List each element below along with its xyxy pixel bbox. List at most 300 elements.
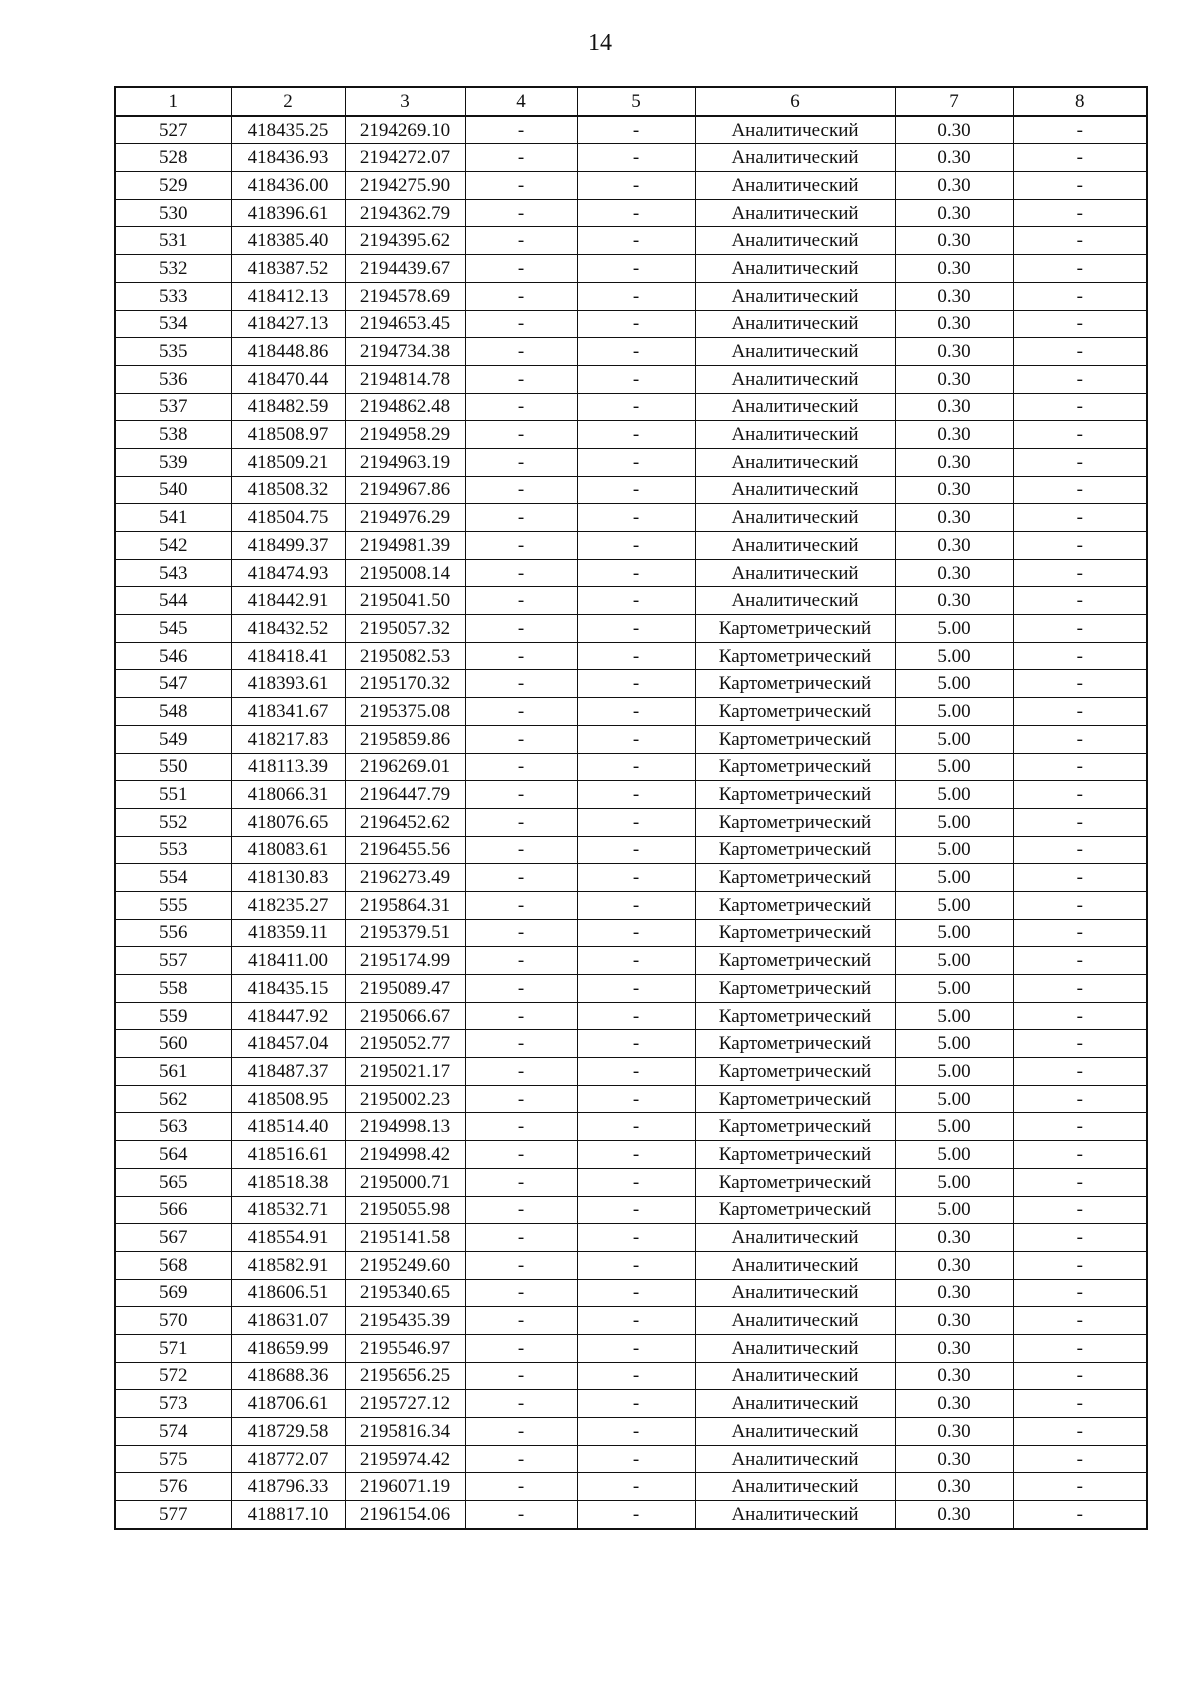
table-cell-col-7: 5.00 [895, 836, 1013, 864]
table-cell-col-2: 418076.65 [231, 808, 345, 836]
table-cell-col-2: 418393.61 [231, 670, 345, 698]
table-cell-col-7: 5.00 [895, 919, 1013, 947]
table-cell-col-7: 0.30 [895, 504, 1013, 532]
table-cell-col-3: 2194967.86 [345, 476, 465, 504]
table-row [115, 227, 1147, 255]
table-cell-col-2: 418066.31 [231, 781, 345, 809]
table-cell-col-5: - [577, 199, 695, 227]
table-cell-col-3: 2194998.42 [345, 1141, 465, 1169]
table-cell-col-3: 2196452.62 [345, 808, 465, 836]
table-row [115, 808, 1147, 836]
table-cell-col-3: 2195089.47 [345, 975, 465, 1003]
table-cell-col-2: 418436.93 [231, 144, 345, 172]
table-row [115, 836, 1147, 864]
table-cell-col-6: Картометрический [695, 1058, 895, 1086]
table-cell-col-6: Аналитический [695, 504, 895, 532]
table-cell-col-8: - [1013, 1362, 1147, 1390]
table-cell-col-8: - [1013, 255, 1147, 283]
table-cell-col-2: 418514.40 [231, 1113, 345, 1141]
table-cell-col-4: - [465, 891, 577, 919]
table-cell-col-6: Аналитический [695, 1418, 895, 1446]
table-cell-col-8: - [1013, 587, 1147, 615]
table-cell-col-7: 5.00 [895, 1058, 1013, 1086]
table-cell-col-7: 5.00 [895, 698, 1013, 726]
table-cell-col-4: - [465, 1168, 577, 1196]
table-cell-col-5: - [577, 338, 695, 366]
table-cell-col-4: - [465, 393, 577, 421]
table-cell-col-4: - [465, 1390, 577, 1418]
table-cell-col-6: Аналитический [695, 448, 895, 476]
column-header-6: 6 [695, 87, 895, 116]
table-cell-col-5: - [577, 255, 695, 283]
table-cell-col-7: 0.30 [895, 310, 1013, 338]
table-cell-col-3: 2195052.77 [345, 1030, 465, 1058]
table-cell-col-6: Картометрический [695, 725, 895, 753]
table-cell-col-7: 5.00 [895, 975, 1013, 1003]
table-row [115, 1002, 1147, 1030]
table-row [115, 1334, 1147, 1362]
table-cell-col-5: - [577, 448, 695, 476]
table-row [115, 919, 1147, 947]
table-cell-col-3: 2194981.39 [345, 532, 465, 560]
table-cell-col-8: - [1013, 1141, 1147, 1169]
table-cell-col-5: - [577, 1085, 695, 1113]
table-row [115, 532, 1147, 560]
table-cell-col-6: Аналитический [695, 255, 895, 283]
table-cell-col-4: - [465, 227, 577, 255]
table-row [115, 559, 1147, 587]
table-cell-col-3: 2194272.07 [345, 144, 465, 172]
table-cell-col-4: - [465, 781, 577, 809]
table-cell-col-3: 2196455.56 [345, 836, 465, 864]
table-cell-col-1: 574 [115, 1418, 231, 1446]
table-cell-col-3: 2194862.48 [345, 393, 465, 421]
table-cell-col-7: 0.30 [895, 1362, 1013, 1390]
table-row [115, 587, 1147, 615]
table-cell-col-1: 534 [115, 310, 231, 338]
table-cell-col-3: 2195082.53 [345, 642, 465, 670]
table-cell-col-8: - [1013, 1196, 1147, 1224]
table-cell-col-1: 559 [115, 1002, 231, 1030]
table-cell-col-6: Картометрический [695, 670, 895, 698]
table-cell-col-8: - [1013, 1113, 1147, 1141]
table-cell-col-1: 544 [115, 587, 231, 615]
table-cell-col-2: 418412.13 [231, 282, 345, 310]
table-cell-col-4: - [465, 725, 577, 753]
table-cell-col-5: - [577, 891, 695, 919]
table-cell-col-8: - [1013, 725, 1147, 753]
coordinates-table [114, 86, 1148, 1530]
table-cell-col-4: - [465, 255, 577, 283]
table-cell-col-2: 418235.27 [231, 891, 345, 919]
table-cell-col-1: 568 [115, 1251, 231, 1279]
table-cell-col-7: 0.30 [895, 255, 1013, 283]
table-cell-col-4: - [465, 282, 577, 310]
table-cell-col-7: 0.30 [895, 365, 1013, 393]
table-cell-col-6: Аналитический [695, 1224, 895, 1252]
table-cell-col-7: 0.30 [895, 172, 1013, 200]
table-cell-col-3: 2195864.31 [345, 891, 465, 919]
table-cell-col-2: 418509.21 [231, 448, 345, 476]
table-cell-col-6: Аналитический [695, 1307, 895, 1335]
table-cell-col-1: 562 [115, 1085, 231, 1113]
table-cell-col-1: 538 [115, 421, 231, 449]
table-cell-col-6: Картометрический [695, 1030, 895, 1058]
table-cell-col-7: 5.00 [895, 615, 1013, 643]
table-cell-col-2: 418359.11 [231, 919, 345, 947]
table-cell-col-3: 2195546.97 [345, 1334, 465, 1362]
table-cell-col-2: 418518.38 [231, 1168, 345, 1196]
table-cell-col-7: 0.30 [895, 1501, 1013, 1529]
table-cell-col-2: 418385.40 [231, 227, 345, 255]
column-header-2: 2 [231, 87, 345, 116]
table-cell-col-5: - [577, 1251, 695, 1279]
table-cell-col-3: 2194976.29 [345, 504, 465, 532]
table-cell-col-7: 0.30 [895, 532, 1013, 560]
table-cell-col-1: 567 [115, 1224, 231, 1252]
table-cell-col-7: 0.30 [895, 1251, 1013, 1279]
table-cell-col-1: 556 [115, 919, 231, 947]
table-cell-col-6: Аналитический [695, 338, 895, 366]
table-cell-col-8: - [1013, 1251, 1147, 1279]
table-cell-col-2: 418482.59 [231, 393, 345, 421]
table-cell-col-3: 2195435.39 [345, 1307, 465, 1335]
table-cell-col-6: Картометрический [695, 1196, 895, 1224]
table-cell-col-6: Картометрический [695, 1085, 895, 1113]
table-cell-col-1: 553 [115, 836, 231, 864]
table-cell-col-8: - [1013, 282, 1147, 310]
table-cell-col-7: 0.30 [895, 587, 1013, 615]
table-cell-col-8: - [1013, 476, 1147, 504]
table-cell-col-4: - [465, 1418, 577, 1446]
table-cell-col-5: - [577, 753, 695, 781]
table-cell-col-4: - [465, 1141, 577, 1169]
table-cell-col-1: 576 [115, 1473, 231, 1501]
table-cell-col-1: 550 [115, 753, 231, 781]
table-cell-col-6: Картометрический [695, 919, 895, 947]
table-cell-col-1: 536 [115, 365, 231, 393]
table-cell-col-8: - [1013, 1224, 1147, 1252]
table-cell-col-4: - [465, 1085, 577, 1113]
table-cell-col-6: Аналитический [695, 282, 895, 310]
table-row [115, 1168, 1147, 1196]
table-cell-col-6: Аналитический [695, 1390, 895, 1418]
table-cell-col-1: 575 [115, 1445, 231, 1473]
table-cell-col-5: - [577, 532, 695, 560]
table-cell-col-2: 418772.07 [231, 1445, 345, 1473]
table-cell-col-8: - [1013, 975, 1147, 1003]
table-cell-col-4: - [465, 476, 577, 504]
table-cell-col-6: Аналитический [695, 476, 895, 504]
table-cell-col-4: - [465, 1002, 577, 1030]
table-cell-col-7: 0.30 [895, 199, 1013, 227]
table-cell-col-5: - [577, 310, 695, 338]
table-cell-col-7: 5.00 [895, 1196, 1013, 1224]
table-cell-col-2: 418130.83 [231, 864, 345, 892]
table-cell-col-5: - [577, 670, 695, 698]
table-cell-col-2: 418427.13 [231, 310, 345, 338]
table-cell-col-1: 546 [115, 642, 231, 670]
table-cell-col-2: 418729.58 [231, 1418, 345, 1446]
table-cell-col-1: 535 [115, 338, 231, 366]
table-cell-col-3: 2195375.08 [345, 698, 465, 726]
table-cell-col-1: 561 [115, 1058, 231, 1086]
table-cell-col-6: Аналитический [695, 532, 895, 560]
table-cell-col-8: - [1013, 1085, 1147, 1113]
table-cell-col-2: 418457.04 [231, 1030, 345, 1058]
table-cell-col-5: - [577, 144, 695, 172]
table-cell-col-8: - [1013, 1390, 1147, 1418]
table-cell-col-2: 418083.61 [231, 836, 345, 864]
table-row [115, 1113, 1147, 1141]
table-cell-col-5: - [577, 808, 695, 836]
table-row [115, 1418, 1147, 1446]
table-cell-col-1: 528 [115, 144, 231, 172]
table-cell-col-4: - [465, 532, 577, 560]
table-cell-col-5: - [577, 172, 695, 200]
table-cell-col-4: - [465, 615, 577, 643]
table-cell-col-5: - [577, 725, 695, 753]
table-cell-col-7: 0.30 [895, 338, 1013, 366]
table-cell-col-2: 418516.61 [231, 1141, 345, 1169]
table-header-row [115, 87, 1147, 116]
table-cell-col-3: 2195727.12 [345, 1390, 465, 1418]
table-cell-col-6: Аналитический [695, 1445, 895, 1473]
table-cell-col-1: 564 [115, 1141, 231, 1169]
table-cell-col-8: - [1013, 1002, 1147, 1030]
table-cell-col-7: 0.30 [895, 1473, 1013, 1501]
table-cell-col-7: 5.00 [895, 1168, 1013, 1196]
table-row [115, 753, 1147, 781]
table-cell-col-8: - [1013, 615, 1147, 643]
table-cell-col-7: 5.00 [895, 808, 1013, 836]
table-cell-col-5: - [577, 781, 695, 809]
table-cell-col-5: - [577, 559, 695, 587]
table-cell-col-3: 2195340.65 [345, 1279, 465, 1307]
table-cell-col-2: 418508.95 [231, 1085, 345, 1113]
table-cell-col-3: 2194269.10 [345, 116, 465, 144]
table-cell-col-6: Аналитический [695, 1279, 895, 1307]
table-row [115, 144, 1147, 172]
table-cell-col-8: - [1013, 310, 1147, 338]
table-cell-col-2: 418436.00 [231, 172, 345, 200]
page-number: 14 [588, 30, 612, 56]
table-cell-col-8: - [1013, 753, 1147, 781]
table-cell-col-5: - [577, 698, 695, 726]
table-cell-col-3: 2195055.98 [345, 1196, 465, 1224]
table-cell-col-4: - [465, 1224, 577, 1252]
table-cell-col-5: - [577, 587, 695, 615]
table-cell-col-8: - [1013, 172, 1147, 200]
table-cell-col-2: 418442.91 [231, 587, 345, 615]
table-row [115, 172, 1147, 200]
table-cell-col-5: - [577, 1030, 695, 1058]
table-body [115, 116, 1147, 1529]
table-cell-col-4: - [465, 1334, 577, 1362]
table-cell-col-8: - [1013, 1168, 1147, 1196]
table-cell-col-8: - [1013, 836, 1147, 864]
table-cell-col-8: - [1013, 947, 1147, 975]
table-cell-col-8: - [1013, 1334, 1147, 1362]
table-cell-col-6: Аналитический [695, 1334, 895, 1362]
table-cell-col-2: 418487.37 [231, 1058, 345, 1086]
table-cell-col-5: - [577, 919, 695, 947]
table-cell-col-7: 5.00 [895, 864, 1013, 892]
table-cell-col-1: 541 [115, 504, 231, 532]
table-cell-col-7: 0.30 [895, 227, 1013, 255]
table-cell-col-8: - [1013, 116, 1147, 144]
table-cell-col-5: - [577, 365, 695, 393]
table-cell-col-8: - [1013, 1473, 1147, 1501]
table-cell-col-4: - [465, 1307, 577, 1335]
table-cell-col-8: - [1013, 1418, 1147, 1446]
table-cell-col-5: - [577, 947, 695, 975]
table-cell-col-3: 2195008.14 [345, 559, 465, 587]
table-cell-col-2: 418508.97 [231, 421, 345, 449]
table-cell-col-3: 2195859.86 [345, 725, 465, 753]
table-cell-col-1: 529 [115, 172, 231, 200]
table-cell-col-6: Аналитический [695, 1473, 895, 1501]
table-cell-col-6: Картометрический [695, 947, 895, 975]
table-cell-col-2: 418418.41 [231, 642, 345, 670]
table-cell-col-1: 543 [115, 559, 231, 587]
table-cell-col-2: 418341.67 [231, 698, 345, 726]
table-cell-col-6: Аналитический [695, 393, 895, 421]
table-row [115, 947, 1147, 975]
table-cell-col-8: - [1013, 1058, 1147, 1086]
table-cell-col-6: Аналитический [695, 144, 895, 172]
table-row [115, 476, 1147, 504]
table-cell-col-7: 5.00 [895, 725, 1013, 753]
table-cell-col-3: 2196447.79 [345, 781, 465, 809]
table-cell-col-2: 418387.52 [231, 255, 345, 283]
table-cell-col-8: - [1013, 559, 1147, 587]
table-row [115, 199, 1147, 227]
table-cell-col-6: Картометрический [695, 1168, 895, 1196]
table-cell-col-2: 418817.10 [231, 1501, 345, 1529]
table-cell-col-3: 2195000.71 [345, 1168, 465, 1196]
table-cell-col-3: 2195141.58 [345, 1224, 465, 1252]
table-cell-col-8: - [1013, 199, 1147, 227]
table-cell-col-7: 5.00 [895, 753, 1013, 781]
table-row [115, 1390, 1147, 1418]
table-cell-col-5: - [577, 1224, 695, 1252]
table-cell-col-2: 418631.07 [231, 1307, 345, 1335]
table-cell-col-7: 0.30 [895, 1307, 1013, 1335]
table-cell-col-1: 570 [115, 1307, 231, 1335]
table-cell-col-5: - [577, 476, 695, 504]
table-row [115, 1473, 1147, 1501]
table-cell-col-4: - [465, 365, 577, 393]
table-row [115, 698, 1147, 726]
table-cell-col-6: Аналитический [695, 559, 895, 587]
table-cell-col-7: 0.30 [895, 1279, 1013, 1307]
table-cell-col-4: - [465, 947, 577, 975]
table-cell-col-5: - [577, 227, 695, 255]
table-cell-col-5: - [577, 1445, 695, 1473]
table-cell-col-2: 418499.37 [231, 532, 345, 560]
table-cell-col-1: 547 [115, 670, 231, 698]
column-header-5: 5 [577, 87, 695, 116]
table-cell-col-5: - [577, 1418, 695, 1446]
table-cell-col-7: 5.00 [895, 947, 1013, 975]
table-cell-col-8: - [1013, 532, 1147, 560]
table-cell-col-4: - [465, 1445, 577, 1473]
table-row [115, 975, 1147, 1003]
table-cell-col-1: 549 [115, 725, 231, 753]
table-cell-col-1: 572 [115, 1362, 231, 1390]
table-cell-col-8: - [1013, 1445, 1147, 1473]
table-cell-col-3: 2194963.19 [345, 448, 465, 476]
table-cell-col-7: 5.00 [895, 1002, 1013, 1030]
table-cell-col-3: 2194362.79 [345, 199, 465, 227]
table-cell-col-8: - [1013, 808, 1147, 836]
table-cell-col-3: 2196071.19 [345, 1473, 465, 1501]
table-cell-col-4: - [465, 338, 577, 366]
table-row [115, 116, 1147, 144]
table-cell-col-6: Картометрический [695, 864, 895, 892]
table-cell-col-2: 418411.00 [231, 947, 345, 975]
table-row [115, 1030, 1147, 1058]
table-row [115, 670, 1147, 698]
table-cell-col-5: - [577, 1307, 695, 1335]
table-cell-col-1: 531 [115, 227, 231, 255]
table-cell-col-3: 2194958.29 [345, 421, 465, 449]
table-cell-col-5: - [577, 116, 695, 144]
table-cell-col-7: 5.00 [895, 642, 1013, 670]
table-cell-col-6: Аналитический [695, 1362, 895, 1390]
table-cell-col-7: 5.00 [895, 891, 1013, 919]
table-cell-col-8: - [1013, 338, 1147, 366]
table-cell-col-4: - [465, 836, 577, 864]
table-cell-col-1: 545 [115, 615, 231, 643]
table-cell-col-7: 0.30 [895, 559, 1013, 587]
table-cell-col-1: 551 [115, 781, 231, 809]
table-cell-col-4: - [465, 310, 577, 338]
table-cell-col-3: 2195057.32 [345, 615, 465, 643]
table-cell-col-1: 573 [115, 1390, 231, 1418]
table-cell-col-2: 418470.44 [231, 365, 345, 393]
table-cell-col-8: - [1013, 144, 1147, 172]
table-cell-col-2: 418113.39 [231, 753, 345, 781]
table-row [115, 1279, 1147, 1307]
table-cell-col-3: 2196273.49 [345, 864, 465, 892]
table-cell-col-1: 571 [115, 1334, 231, 1362]
table-cell-col-4: - [465, 172, 577, 200]
table-cell-col-6: Картометрический [695, 1141, 895, 1169]
table-cell-col-7: 0.30 [895, 476, 1013, 504]
column-header-7: 7 [895, 87, 1013, 116]
table-cell-col-5: - [577, 1058, 695, 1086]
table-cell-col-6: Аналитический [695, 227, 895, 255]
table-row [115, 1058, 1147, 1086]
table-cell-col-8: - [1013, 864, 1147, 892]
table-cell-col-3: 2194998.13 [345, 1113, 465, 1141]
table-cell-col-8: - [1013, 891, 1147, 919]
table-row [115, 1251, 1147, 1279]
table-cell-col-2: 418532.71 [231, 1196, 345, 1224]
column-header-8: 8 [1013, 87, 1147, 116]
table-cell-col-6: Аналитический [695, 116, 895, 144]
table-cell-col-8: - [1013, 781, 1147, 809]
table-row [115, 642, 1147, 670]
table-cell-col-7: 5.00 [895, 1030, 1013, 1058]
table-cell-col-4: - [465, 116, 577, 144]
table-cell-col-1: 569 [115, 1279, 231, 1307]
table-cell-col-6: Картометрический [695, 1113, 895, 1141]
table-cell-col-4: - [465, 587, 577, 615]
table-cell-col-4: - [465, 1030, 577, 1058]
